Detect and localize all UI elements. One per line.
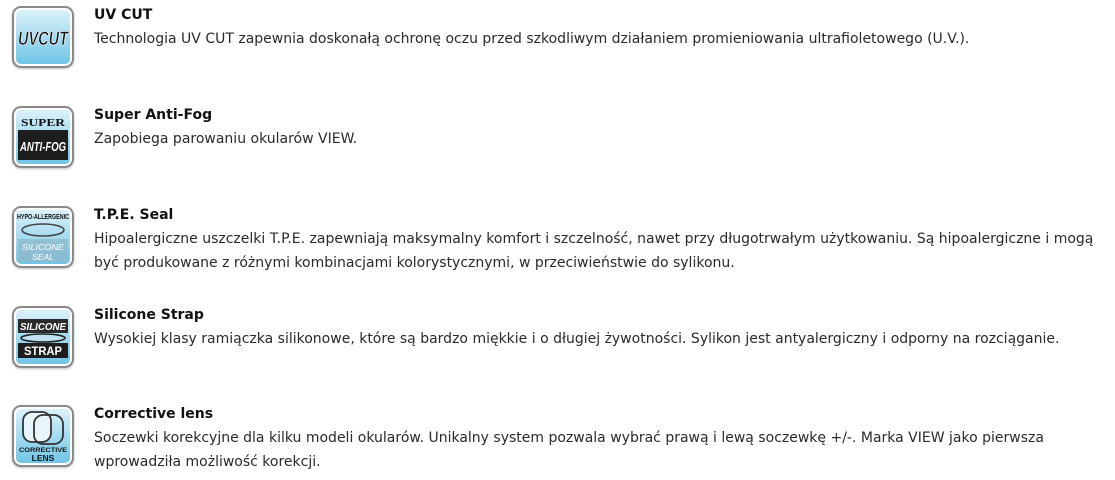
badge-text-hypo-allergenic: HYPO-ALLERGENIC	[17, 214, 69, 221]
corrective-lens-badge-graphic	[14, 407, 72, 465]
uv-cut-badge-icon	[12, 6, 74, 68]
badge-text-super: SUPER	[21, 117, 67, 129]
feature-tpe-seal-text	[94, 206, 1112, 275]
feature-description: Hipoalergiczne uszczelki T.P.E. zapewniają maksymalny komfort i szczelność, nawet przy długotrwałym użytkowaniu. Są hipoalergiczne i mogą być produkowane z różnymi kombinacjami kolorystycznymi, w przeciwieństwie do sylikonu.	[94, 231, 1094, 271]
feature-title: T.P.E. Seal	[94, 207, 174, 223]
feature-silicone-strap-text	[94, 306, 1112, 351]
feature-corrective-lens-text	[94, 405, 1112, 474]
badge-text-corrective: CORRECTIVE	[19, 447, 68, 454]
badge-text-silicone: SILICONE	[22, 242, 65, 252]
badge-text-strap: STRAP	[24, 344, 62, 358]
feature-description: Zapobiega parowaniu okularów VIEW.	[94, 131, 358, 147]
badge-text-lens: LENS	[31, 453, 55, 463]
feature-uv-cut-text	[94, 6, 1112, 51]
badge-text-seal: SEAL	[32, 252, 54, 262]
feature-description: Soczewki korekcyjne dla kilku modeli okularów. Unikalny system pozwala wybrać prawą i lewą soczewkę +/-. Marka VIEW jako pierwsza wprowadziła możliwość korekcji.	[94, 430, 1044, 470]
feature-description: Wysokiej klasy ramiączka silikonowe, które są bardzo miękkie i o długiej żywotności. Sylikon jest antyalergiczny i odporny na rozciąganie.	[94, 331, 1060, 347]
badge-text-uvcut: UVCUT	[18, 29, 70, 50]
tpe-seal-badge-icon	[12, 206, 74, 268]
silicone-strap-badge-graphic	[14, 308, 72, 366]
feature-super-anti-fog-text	[94, 106, 1112, 151]
super-anti-fog-badge-icon	[12, 106, 74, 168]
feature-title: Silicone Strap	[94, 307, 204, 323]
badge-text-anti-fog: ANTI-FOG	[19, 139, 66, 154]
super-anti-fog-badge-graphic	[14, 108, 72, 166]
feature-title: Super Anti-Fog	[94, 107, 213, 123]
feature-description: Technologia UV CUT zapewnia doskonałą ochronę oczu przed szkodliwym działaniem promieniowania ultrafioletowego (U.V.).	[94, 31, 970, 47]
uv-cut-badge-graphic	[14, 8, 72, 66]
tpe-seal-badge-graphic	[14, 208, 72, 266]
silicone-strap-badge-icon	[12, 306, 74, 368]
feature-title: UV CUT	[94, 7, 153, 23]
badge-text-silicone: SILICONE	[20, 321, 67, 333]
corrective-lens-badge-icon	[12, 405, 74, 467]
feature-title: Corrective lens	[94, 406, 214, 422]
